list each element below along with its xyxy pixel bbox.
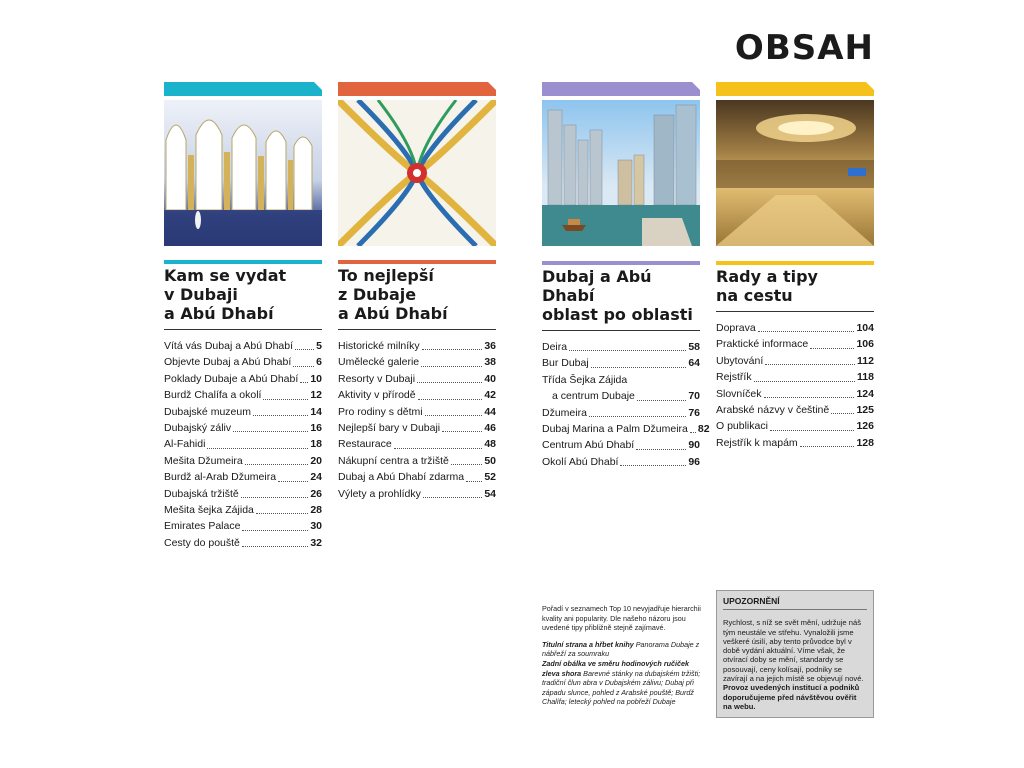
notice-text: Rychlost, s níž se svět mění, udržuje náš tým neustále ve střehu. Vynaložili jsme veškeré úsilí, aby tento průvodce byl v době vydání aktuální. Víme však, že otvírací doby se mění, standardy se posouvají, ceny kolísají, podniky se zavírají a na jejich místě se objevují nové. Provoz uvedených institucí a podniků doporučujeme před návštěvou ověřit na webu. xyxy=(723,618,864,711)
page-title: OBSAH xyxy=(734,28,874,68)
photo-metro-interior xyxy=(716,100,874,246)
toc-entry[interactable]: Resorty v Dubaji 40 xyxy=(338,372,496,385)
toc-entry[interactable]: Burdž Chalífa a okolí 12 xyxy=(164,389,322,402)
toc-entry[interactable]: Aktivity v přírodě 42 xyxy=(338,389,496,402)
toc-entry[interactable]: Třída Šejka Zájida a centrum Dubaje 70 xyxy=(542,373,700,403)
toc-entry[interactable]: Výlety a prohlídky 54 xyxy=(338,487,496,500)
toc-entry[interactable]: Dubajská tržiště 26 xyxy=(164,487,322,500)
divider xyxy=(542,330,700,331)
toc-entry[interactable]: Arabské názvy v češtině 125 xyxy=(716,404,874,417)
toc-entry[interactable]: Deira 58 xyxy=(542,341,700,353)
toc-entry[interactable]: Vítá vás Dubaj a Abú Dhabí 5 xyxy=(164,340,322,352)
toc-entry[interactable]: Mešita Džumeira 20 xyxy=(164,454,322,467)
toc-entry[interactable]: Nákupní centra a tržiště 50 xyxy=(338,454,496,467)
section-title: Dubaj a Abú Dhabí oblast po oblasti xyxy=(542,267,693,324)
toc-entry[interactable]: Bur Dubaj 64 xyxy=(542,357,700,370)
toc-entry[interactable]: Centrum Abú Dhabí 90 xyxy=(542,439,700,452)
toc-list xyxy=(542,339,710,470)
toc-entry[interactable]: Historické milníky 36 xyxy=(338,340,496,352)
toc-entry[interactable]: Dubaj Marina a Palm Džumeira 82 xyxy=(542,423,710,436)
toc-list xyxy=(164,338,322,551)
section-color-tab xyxy=(338,82,496,96)
toc-entry[interactable]: Rejstřík 118 xyxy=(716,371,874,384)
toc-entry[interactable]: Al-Fahidi 18 xyxy=(164,438,322,451)
toc-entry[interactable]: Doprava 104 xyxy=(716,322,874,334)
toc-entry[interactable]: Dubajský záliv 16 xyxy=(164,422,322,435)
toc-section-area-by-area xyxy=(542,82,710,470)
divider xyxy=(338,329,496,330)
toc-entry[interactable]: Cesty do pouště 32 xyxy=(164,536,322,549)
toc-entry[interactable]: Praktické informace 106 xyxy=(716,338,874,351)
divider xyxy=(716,311,874,312)
toc-entry[interactable]: Dubaj a Abú Dhabí zdarma 52 xyxy=(338,471,496,484)
toc-entry[interactable]: Burdž al-Arab Džumeira 24 xyxy=(164,471,322,484)
photo-mosque-colonnade xyxy=(164,100,322,246)
section-color-rule xyxy=(164,260,322,264)
section-title: To nejlepší z Dubaje a Abú Dhabí xyxy=(338,266,448,323)
toc-section-best-of xyxy=(338,82,496,502)
toc-entry[interactable]: Umělecké galerie 38 xyxy=(338,356,496,369)
toc-entry[interactable]: Džumeira 76 xyxy=(542,406,700,419)
photo-marina-skyline xyxy=(542,100,700,246)
toc-entry[interactable]: Ubytování 112 xyxy=(716,354,874,367)
toc-section-where-to-go xyxy=(164,82,322,551)
toc-entry[interactable]: Slovníček 124 xyxy=(716,387,874,400)
section-color-rule xyxy=(542,261,700,265)
cover-notes xyxy=(542,604,702,714)
toc-entry[interactable]: Okolí Abú Dhabí 96 xyxy=(542,455,700,468)
notice-title: UPOZORNĚNÍ xyxy=(723,596,780,606)
toc-list xyxy=(716,320,874,451)
photo-atrium xyxy=(338,100,496,246)
section-color-tab xyxy=(716,82,874,96)
toc-list xyxy=(338,338,496,502)
toc-entry[interactable]: Mešita šejka Zájida 28 xyxy=(164,504,322,517)
cover-credits: Titulní strana a hřbet knihy Panorama Dubaje z nábřeží za soumraku Zadní obálka ve směru hodinových ručiček zleva shora Barevné stánky na dubajském tržišti; tradiční člun abra v Dubajském zálivu; Dubaj při západu slunce, pohled z Arabské pouště; Burdž Chalífa; letecký pohled na pobřeží Dubaje xyxy=(542,639,701,707)
toc-entry[interactable]: Restaurace 48 xyxy=(338,438,496,451)
ranking-note: Pořadí v seznamech Top 10 nevyjadřuje hierarchii kvality ani popularity. Dle našeho názoru jsou uvedené tipy přibližně stejně zajímavé. xyxy=(542,604,701,633)
toc-entry[interactable]: Dubajské muzeum 14 xyxy=(164,405,322,418)
toc-entry[interactable]: Nejlepší bary v Dubaji 46 xyxy=(338,422,496,435)
section-title: Rady a tipy na cestu xyxy=(716,267,818,305)
section-color-tab xyxy=(542,82,700,96)
section-color-rule xyxy=(716,261,874,265)
toc-entry[interactable]: O publikaci 126 xyxy=(716,420,874,433)
section-color-rule xyxy=(338,260,496,264)
notice-box xyxy=(716,590,874,718)
divider xyxy=(164,329,322,330)
section-title: Kam se vydat v Dubaji a Abú Dhabí xyxy=(164,266,287,323)
section-color-tab xyxy=(164,82,322,96)
toc-entry[interactable]: Objevte Dubaj a Abú Dhabí 6 xyxy=(164,356,322,369)
toc-entry[interactable]: Poklady Dubaje a Abú Dhabí 10 xyxy=(164,372,322,385)
toc-section-travel-tips xyxy=(716,82,874,451)
toc-entry[interactable]: Pro rodiny s dětmi 44 xyxy=(338,405,496,418)
divider xyxy=(723,609,867,610)
toc-entry[interactable]: Emirates Palace 30 xyxy=(164,520,322,533)
toc-entry[interactable]: Rejstřík k mapám 128 xyxy=(716,436,874,449)
